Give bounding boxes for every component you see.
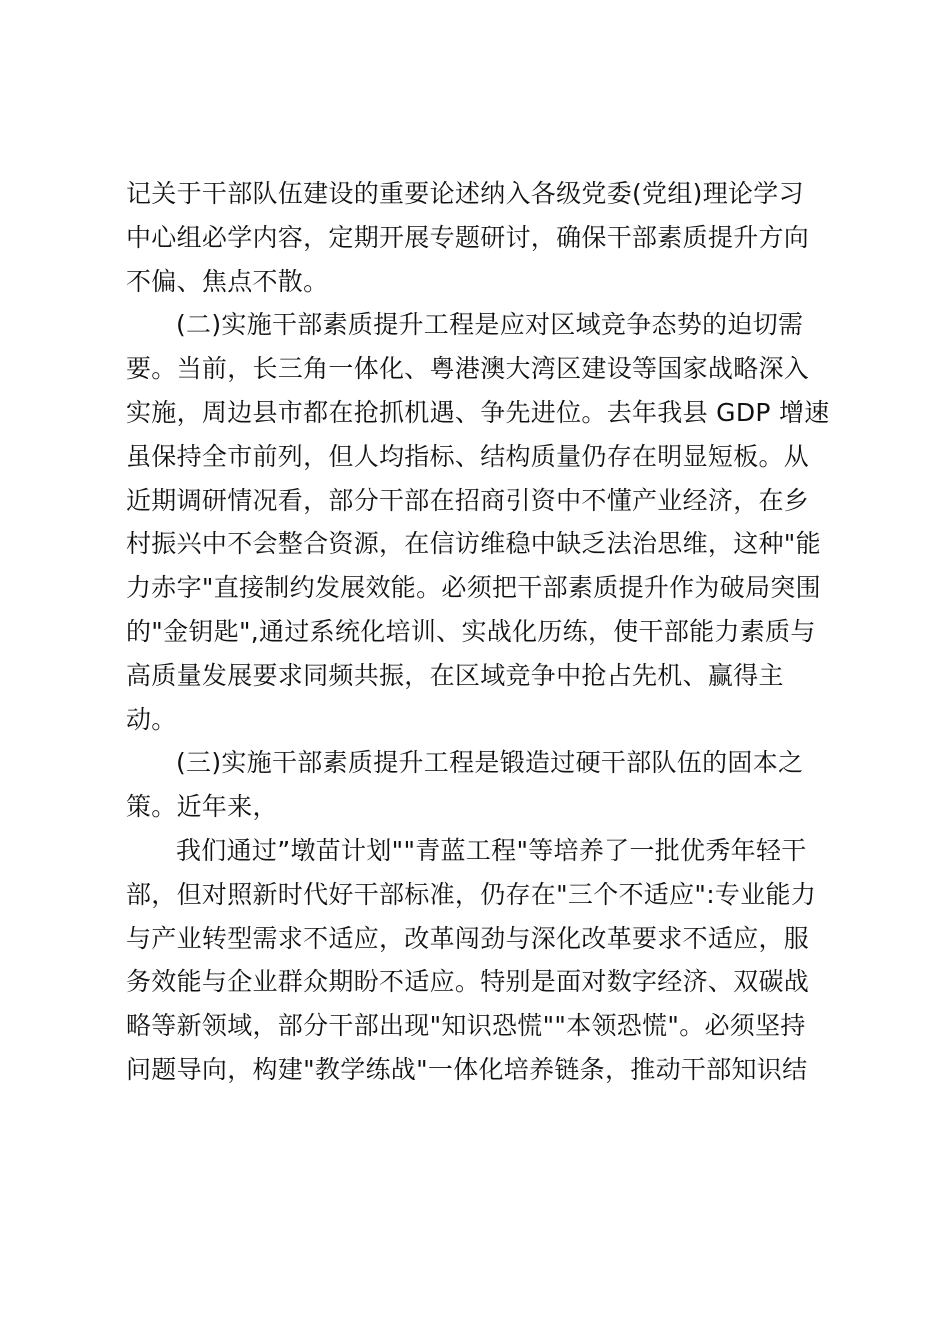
text-line: 不偏、焦点不散。 (126, 266, 329, 296)
text-line: 记关于干部队伍建设的重要论述纳入各级党委(党组)理论学习 (126, 179, 804, 208)
paragraph-start-line: 我们通过”墩苗计划""青蓝工程"等培养了一批优秀年轻干 (176, 835, 807, 865)
text-line: 要。当前，长三角一体化、粤港澳大湾区建设等国家战略深入 (126, 354, 810, 384)
section-heading-line: (三)实施干部素质提升工程是锻造过硬干部队伍的固本之 (176, 748, 804, 778)
text-line: 部，但对照新时代好干部标准，仍存在"三个不适应":专业能力 (126, 879, 817, 909)
text-line: 力赤字"直接制约发展效能。必须把干部素质提升作为破局突围 (126, 573, 821, 603)
text-line: 的"金钥匙",通过系统化培训、实战化历练，使干部能力素质与 (126, 616, 816, 646)
section-heading-line: (二)实施干部素质提升工程是应对区域竞争态势的迫切需 (176, 310, 804, 340)
text-line: 略等新领域，部分干部出现"知识恐慌""本领恐慌"。必须坚持 (126, 1011, 806, 1041)
text-line: 务效能与企业群众期盼不适应。特别是面对数字经济、双碳战 (126, 967, 810, 997)
text-line: 中心组必学内容，定期开展专题研讨，确保干部素质提升方向 (126, 222, 810, 252)
text-line: 问题导向，构建"教学练战"一体化培养链条，推动干部知识结 (126, 1054, 808, 1084)
body-text (126, 172, 834, 1092)
text-line: 近期调研情况看，部分干部在招商引资中不懂产业经济，在乡 (126, 485, 810, 515)
text-line: 动。 (126, 704, 177, 734)
text-line: 村振兴中不会整合资源，在信访维稳中缺乏法治思维，这种"能 (126, 529, 821, 559)
text-line: 虽保持全市前列，但人均指标、结构质量仍存在明显短板。从 (126, 441, 810, 471)
text-line: 实施，周边县市都在抢抓机遇、争先进位。去年我县 GDP 增速 (126, 397, 830, 427)
text-line: 高质量发展要求同频共振，在区域竞争中抢占先机、赢得主 (126, 660, 784, 690)
text-line: 与产业转型需求不适应，改革闯劲与深化改革要求不适应，服 (126, 923, 810, 953)
text-line: 策。近年来， (126, 792, 278, 822)
